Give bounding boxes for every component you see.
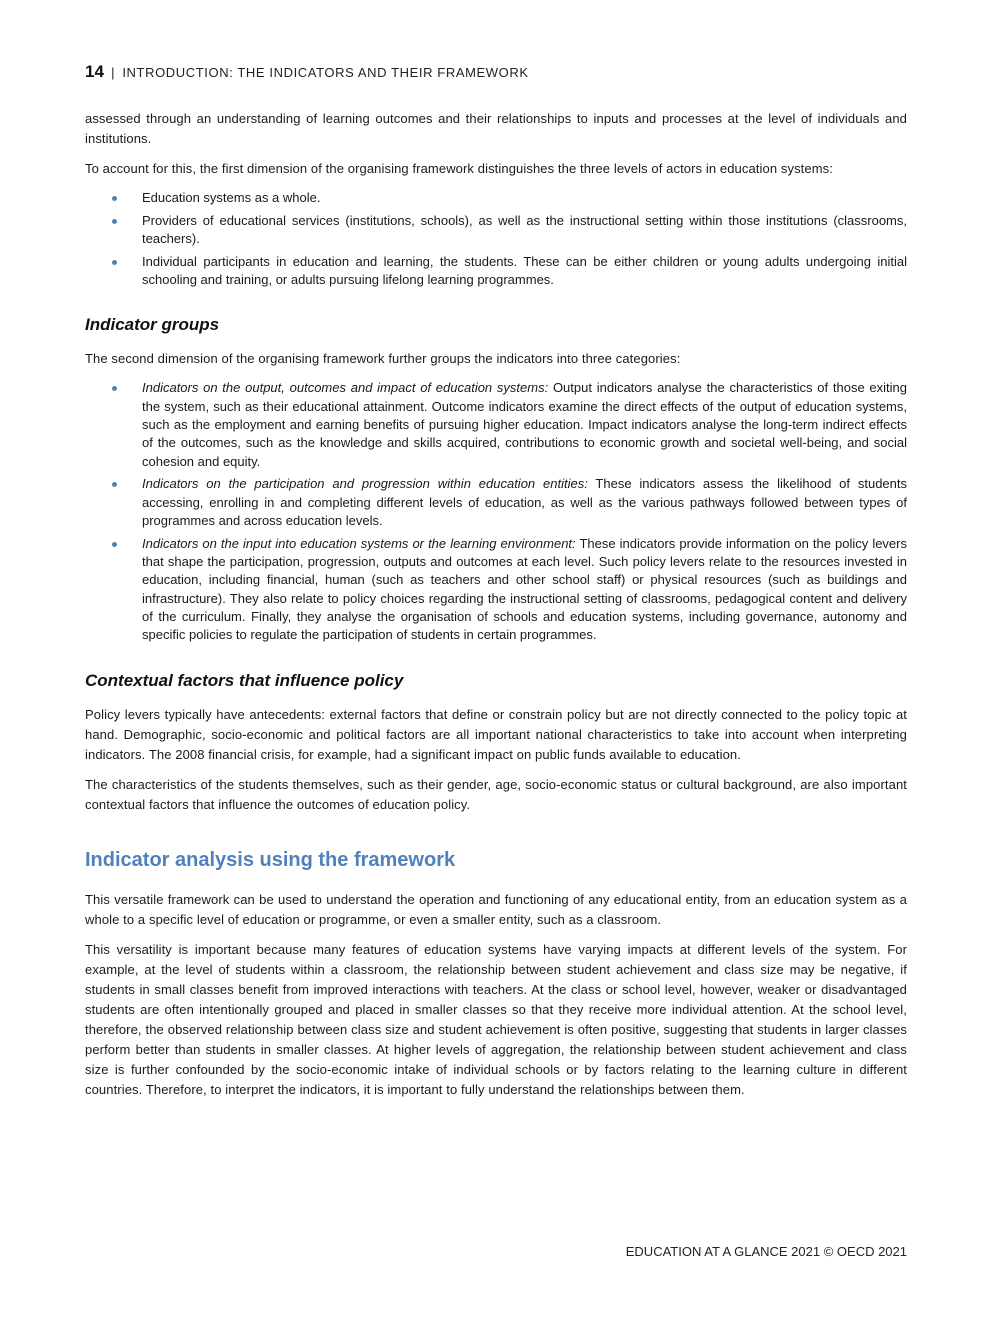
paragraph-2: To account for this, the first dimension of the organising framework distinguishes the three levels of actors in education systems:	[85, 161, 833, 176]
page-number: 14	[85, 62, 104, 81]
main-content	[85, 109, 907, 1110]
paragraph-3: The second dimension of the organising framework further groups the indicators into three categories:	[85, 351, 681, 367]
paragraph-1: assessed through an understanding of learning outcomes and their relationships to inputs and processes at the level of individuals and institutions.	[85, 111, 907, 146]
running-header	[85, 62, 529, 82]
list-item-text: These indicators provide information on the policy levers that shape the participation, progression, outputs and outcomes at each level. Such policy levers relate to the resources invested in education, including financial, human (such as teachers and other school staff) or physical resources (such as buildings and infrastructure). They also relate to policy choices regarding the instructional setting of classrooms, pedagogical content and delivery of the curriculum. Finally, they analyse the organisation of schools and education systems, including governance, autonomy and specific policies to regulate the participation of students in certain programmes.	[142, 535, 907, 643]
bullet-icon	[112, 219, 117, 224]
bullet-icon	[112, 260, 117, 265]
list-item-lead: Indicators on the output, outcomes and impact of education systems:	[142, 380, 549, 396]
list-item	[85, 475, 907, 530]
list-item	[85, 212, 907, 249]
paragraph-4: Policy levers typically have antecedents: external factors that define or constrain policy but are not directly connected to the policy topic at hand. Demographic, socio-economic and political factors are all important national characteristics to take into account when interpreting indicators. The 2008 financial crisis, for example, had a significant impact on public funds available to education.	[85, 706, 907, 762]
list-item-text: These indicators assess the likelihood of students accessing, enrolling in and completing different levels of education, as well as the various pathways followed between types of programmes and across education levels.	[142, 476, 907, 529]
list-item	[85, 189, 907, 207]
bullet-icon	[112, 386, 117, 391]
list-item	[85, 535, 907, 645]
running-title: INTRODUCTION: THE INDICATORS AND THEIR FRAMEWORK	[122, 65, 529, 80]
paragraph-5: The characteristics of the students themselves, such as their gender, age, socio-economic status or cultural background, are also important contextual factors that influence the outcomes of education policy.	[85, 776, 907, 812]
paragraph-7: This versatility is important because many features of education systems have varying impacts at different levels of the system. For example, at the level of students within a classroom, the relationship between student achievement and class size may be negative, if students in small classes benefit from improved interactions with teachers. At the class or school level, however, weaker or disadvantaged students are often intentionally grouped and placed in smaller classes so that they receive more individual attention. At the school level, therefore, the observed relationship between class size and student achievement is often positive, suggesting that students in larger classes perform better than students in smaller classes. At higher levels of aggregation, the relationship between student achievement and class size is further confounded by the socio-economic intake of individual schools or by factors relating to the learning culture in different countries. Therefore, to interpret the indicators, it is important to fully understand the relationships between them.	[85, 941, 907, 1097]
heading-contextual-factors: Contextual factors that influence policy	[85, 670, 404, 690]
heading-indicator-groups: Indicator groups	[85, 315, 220, 335]
list-item	[85, 379, 907, 470]
actor-levels-list	[85, 189, 907, 289]
page-footer: EDUCATION AT A GLANCE 2021 © OECD 2021	[625, 1244, 907, 1259]
bullet-icon	[112, 196, 117, 201]
indicator-categories-list	[85, 379, 907, 644]
list-item-text: Providers of educational services (institutions, schools), as well as the instructional setting within those institutions (classrooms, teachers).	[142, 212, 907, 247]
heading-indicator-analysis: Indicator analysis using the framework	[85, 848, 456, 871]
list-item-lead: Indicators on the participation and progression within education entities:	[142, 476, 588, 492]
list-item-lead: Indicators on the input into education systems or the learning environment:	[142, 535, 576, 551]
bullet-icon	[112, 542, 117, 547]
header-separator: |	[111, 65, 116, 80]
list-item-text: Individual participants in education and learning, the students. These can be either children or young adults undergoing initial schooling and training, or adults pursuing lifelong learning programmes.	[142, 253, 907, 288]
bullet-icon	[112, 482, 117, 487]
paragraph-6: This versatile framework can be used to understand the operation and functioning of any educational entity, from an education system as a whole to a specific level of education or programme, or even a smaller entity, such as a classroom.	[85, 891, 907, 927]
list-item-text: Output indicators analyse the characteristics of those exiting the system, such as their educational attainment. Outcome indicators examine the direct effects of the output of education systems, such as the employment and earning benefits of pursuing higher education. Impact indicators analyse the long-term indirect effects of the outcomes, such as the knowledge and skills acquired, contributions to economic growth and societal well-being, and social cohesion and equity.	[142, 380, 907, 469]
list-item	[85, 253, 907, 290]
list-item-text: Education systems as a whole.	[142, 190, 321, 205]
